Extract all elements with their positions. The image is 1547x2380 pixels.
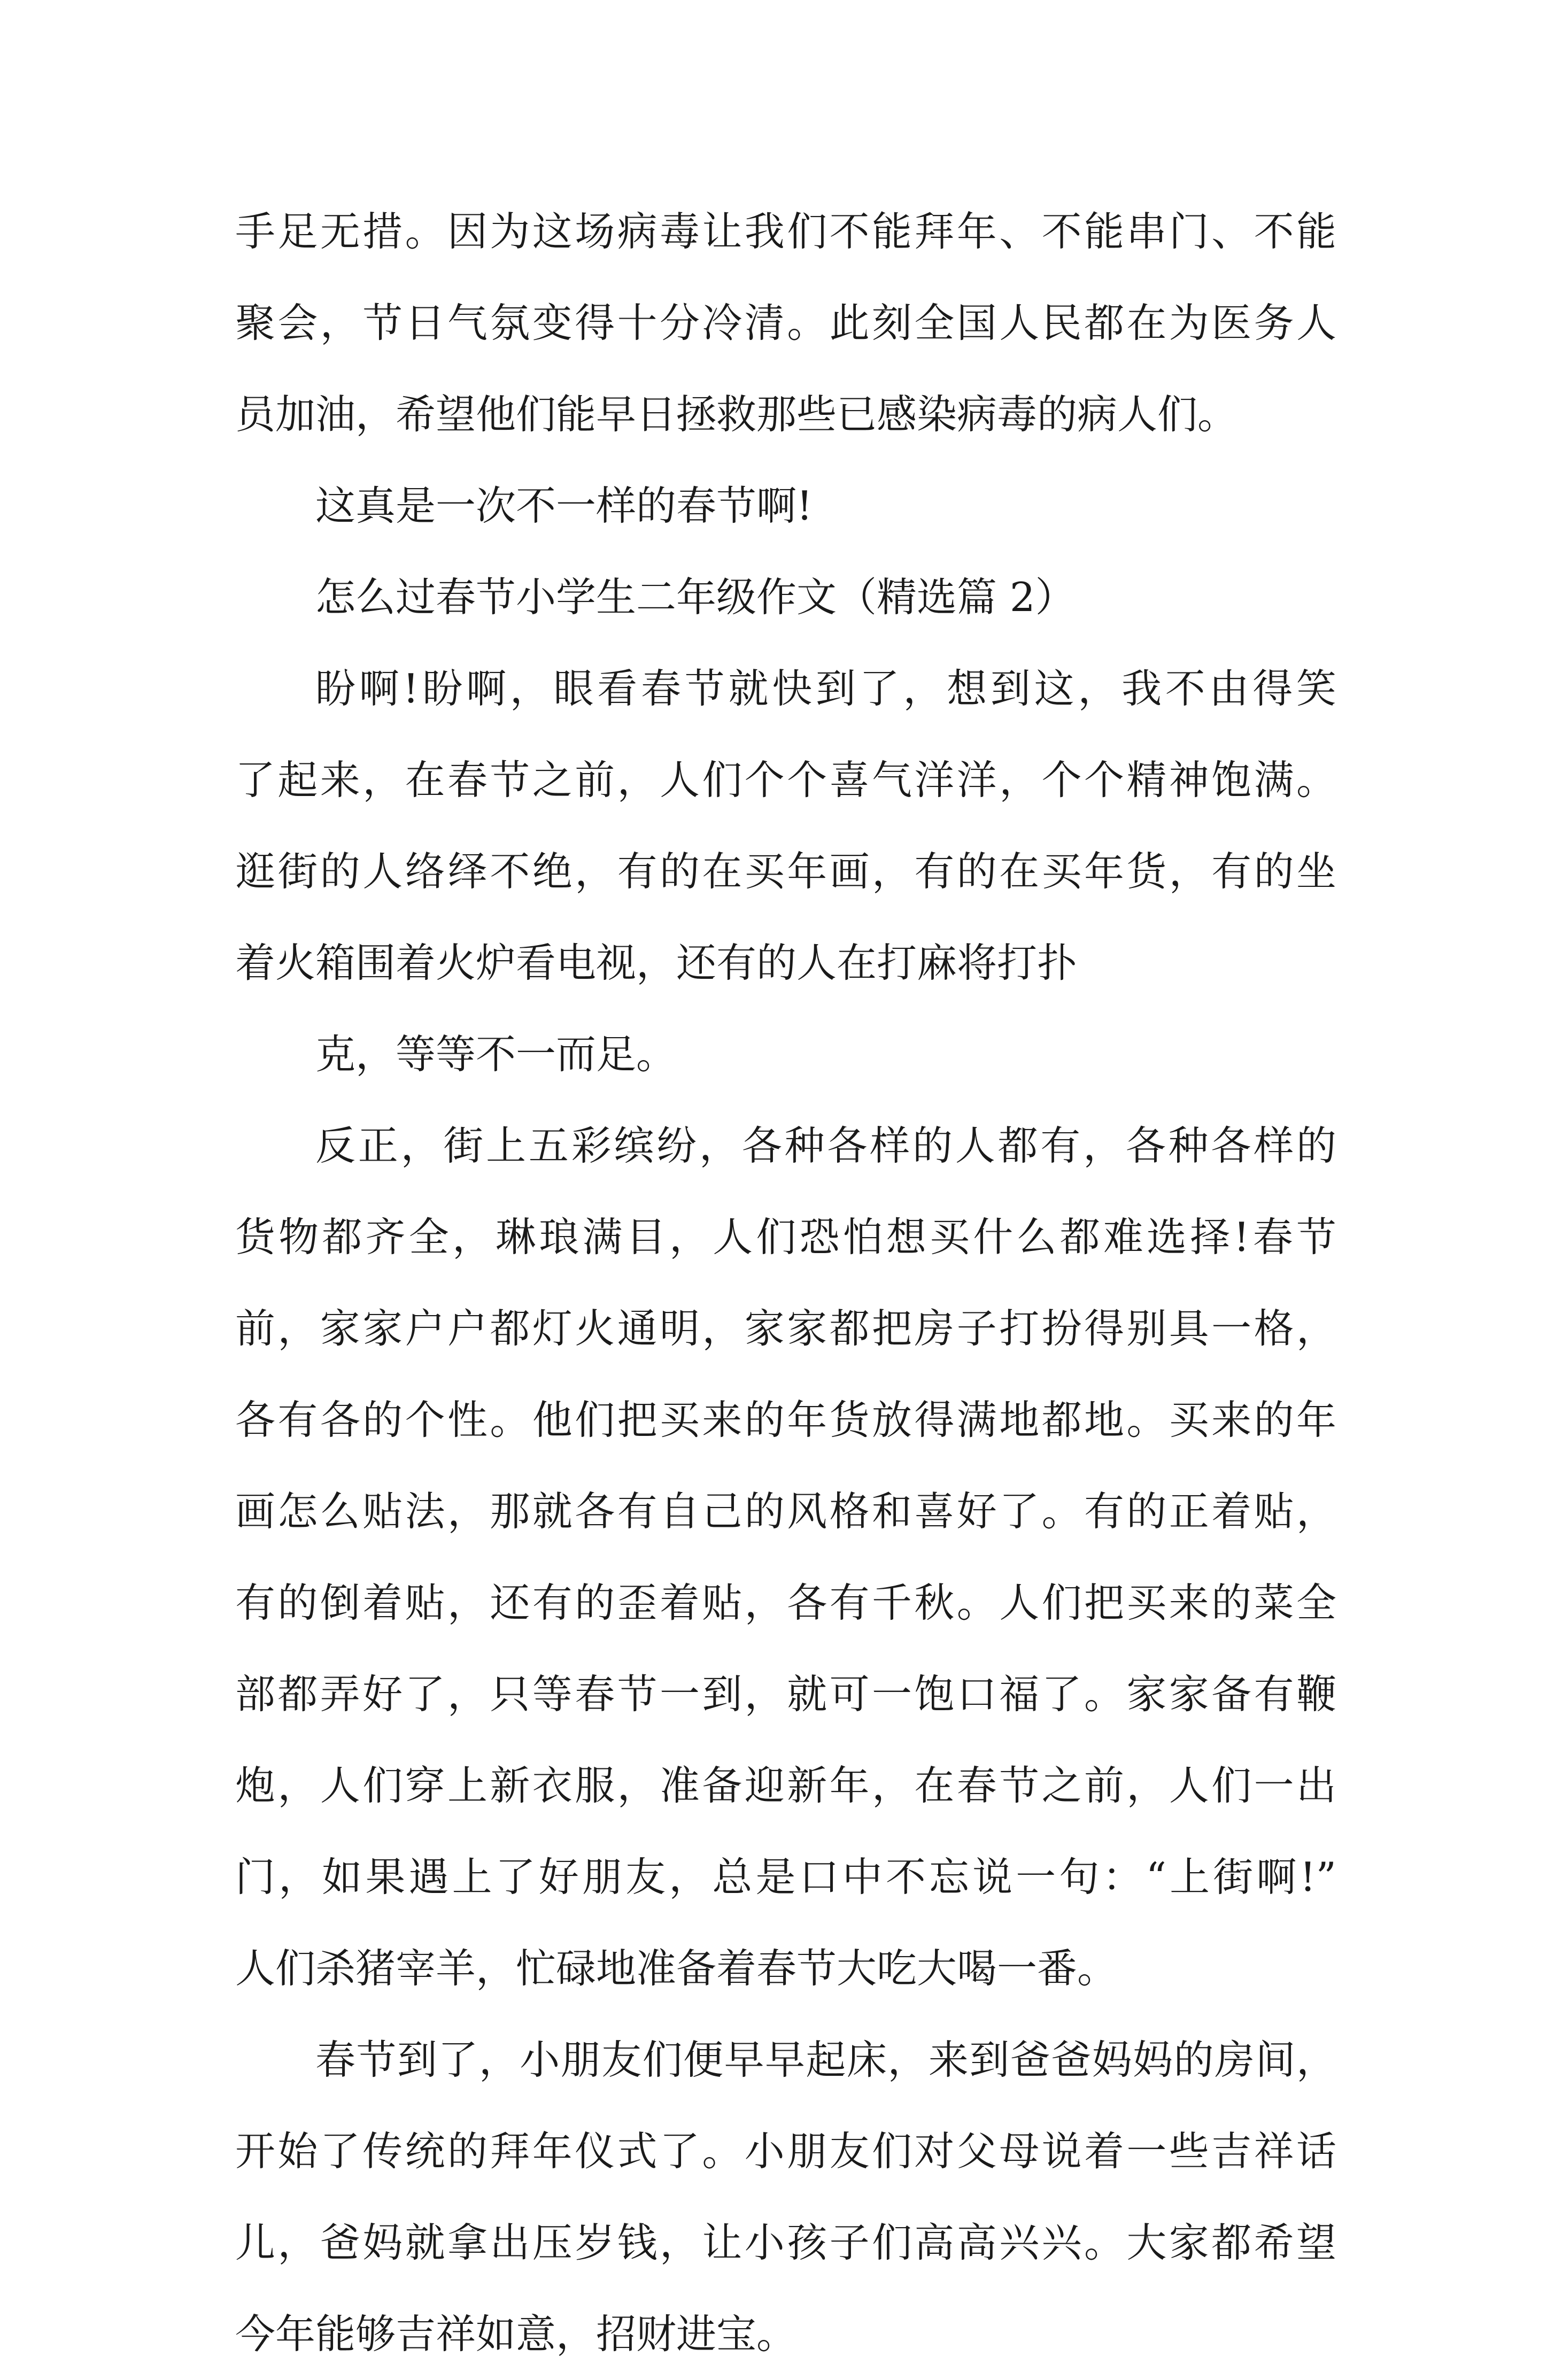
text-line: 各有各的个性。他们把买来的年货放得满地都地。买来的年 (235, 1396, 1336, 1443)
text-line: 了起来，在春节之前，人们个个喜气洋洋，个个精神饱满。 (235, 756, 1336, 803)
text-line: 货物都齐全，琳琅满目，人们恐怕想买什么都难选择!春节 (235, 1214, 1336, 1261)
text-line: 反正，街上五彩缤纷，各种各样的人都有，各种各样的 (315, 1122, 1336, 1169)
text-line: 克，等等不一而足。 (315, 1031, 677, 1078)
text-line: 员加油，希望他们能早日拯救那些已感染病毒的病人们。 (235, 391, 1238, 438)
text-line: 儿，爸妈就拿出压岁钱，让小孩子们高高兴兴。大家都希望 (235, 2219, 1336, 2266)
text-line: 门，如果遇上了好朋友，总是口中不忘说一句：“上街啊!” (235, 1853, 1336, 1900)
text-line: 怎么过春节小学生二年级作文（精选篇 2） (315, 574, 1076, 621)
text-line: 春节到了，小朋友们便早早起床，来到爸爸妈妈的房间， (315, 2036, 1336, 2083)
text-line: 炮，人们穿上新衣服，准备迎新年，在春节之前，人们一出 (235, 1762, 1336, 1809)
text-line: 盼啊!盼啊，眼看春节就快到了，想到这，我不由得笑 (315, 665, 1336, 712)
text-line: 这真是一次不一样的春节啊! (315, 482, 813, 529)
text-line: 人们杀猪宰羊，忙碌地准备着春节大吃大喝一番。 (235, 1945, 1118, 1992)
text-line: 聚会，节日气氛变得十分冷清。此刻全国人民都在为医务人 (235, 299, 1336, 346)
text-line: 画怎么贴法，那就各有自己的风格和喜好了。有的正着贴， (235, 1488, 1336, 1535)
text-line: 开始了传统的拜年仪式了。小朋友们对父母说着一些吉祥话 (235, 2128, 1336, 2175)
text-line: 着火箱围着火炉看电视，还有的人在打麻将打扑 (235, 939, 1078, 986)
text-line: 手足无措。因为这场病毒让我们不能拜年、不能串门、不能 (235, 208, 1336, 255)
text-line: 部都弄好了，只等春节一到，就可一饱口福了。家家备有鞭 (235, 1671, 1336, 1718)
text-line: 有的倒着贴，还有的歪着贴，各有千秋。人们把买来的菜全 (235, 1579, 1336, 1626)
text-line: 前，家家户户都灯火通明，家家都把房子打扮得别具一格， (235, 1305, 1336, 1352)
text-line: 今年能够吉祥如意，招财进宝。 (235, 2311, 797, 2358)
text-line: 逛街的人络绎不绝，有的在买年画，有的在买年货，有的坐 (235, 848, 1336, 895)
document-body (235, 186, 1336, 2380)
